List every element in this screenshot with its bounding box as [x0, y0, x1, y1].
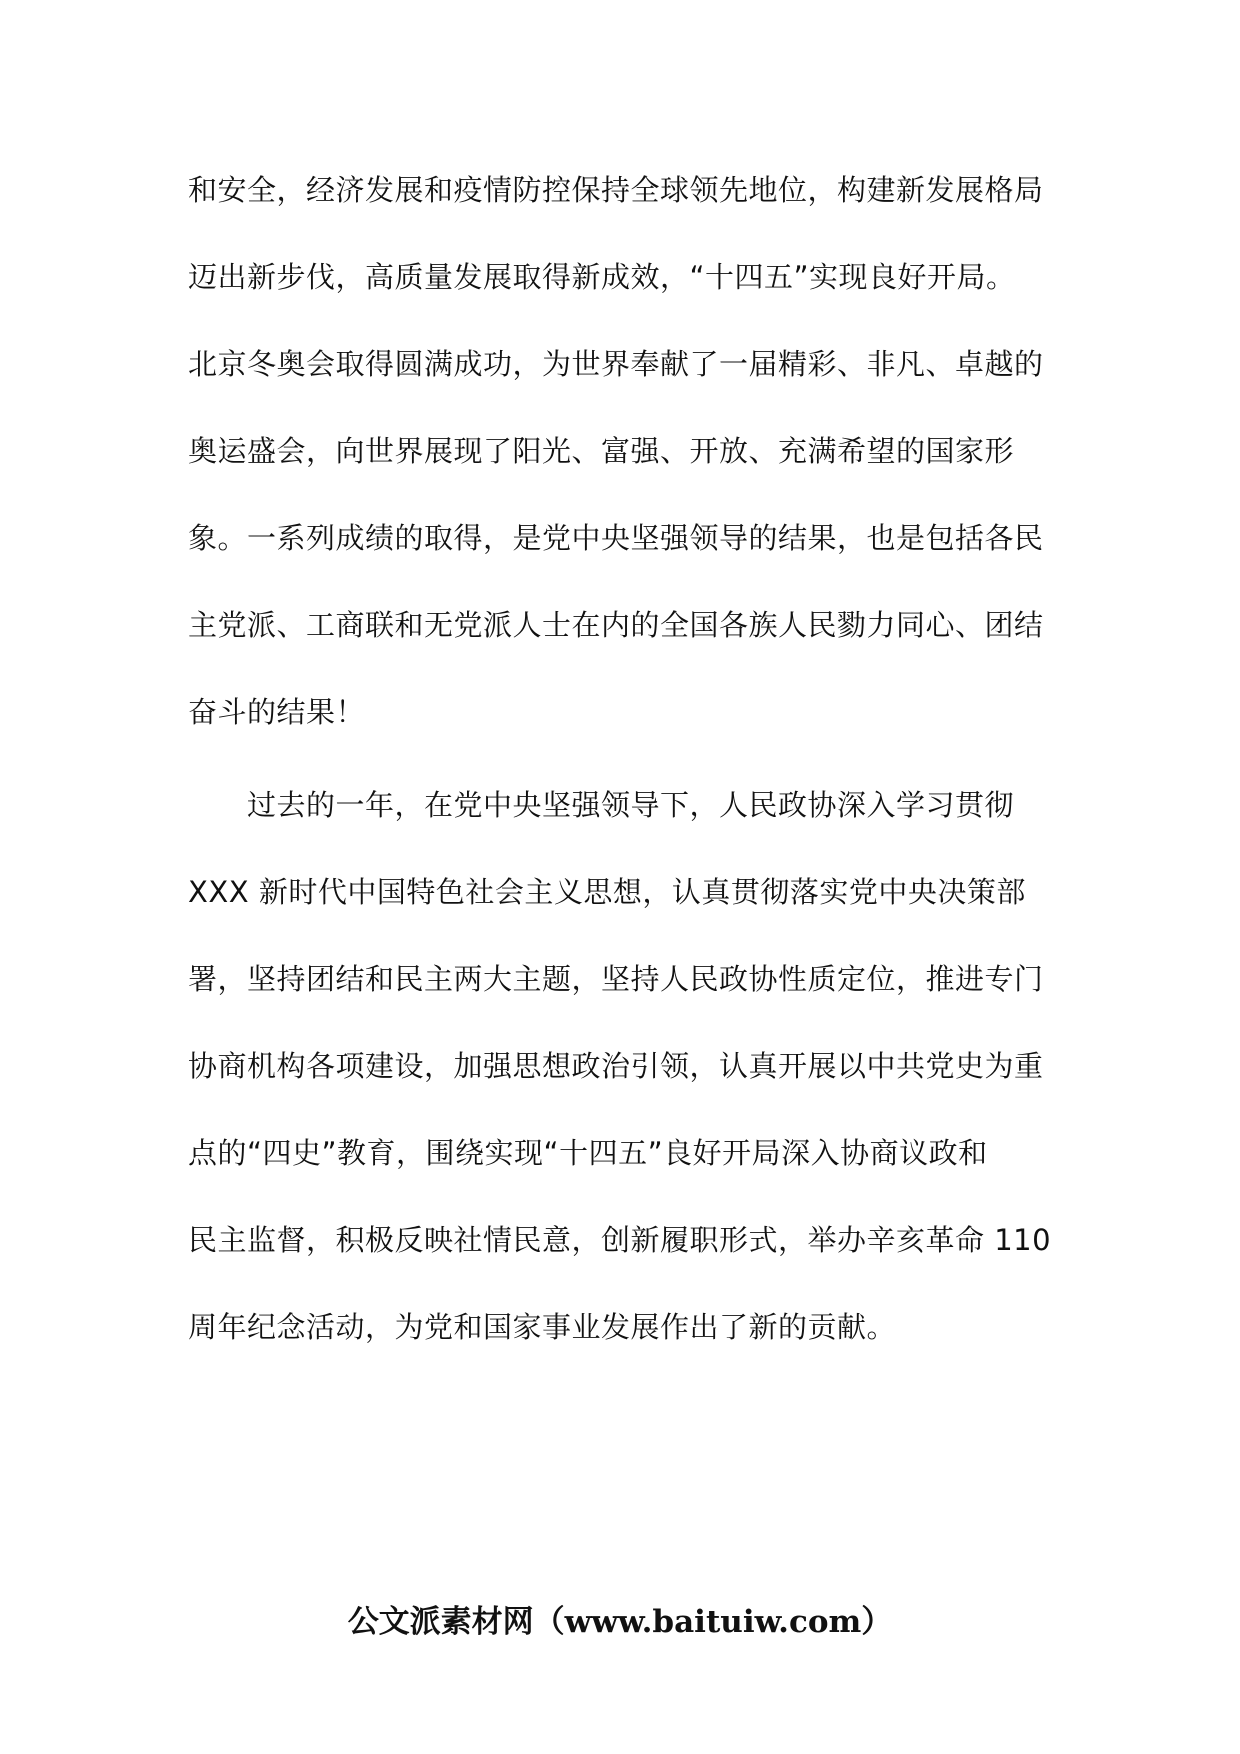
text-line: 点的“四史”教育，围绕实现“十四五”良好开局深入协商议政和 [188, 1136, 988, 1170]
text-line: 主党派、工商联和无党派人士在内的全国各族人民勠力同心、团结 [188, 608, 1044, 642]
text-line: 过去的一年，在党中央坚强领导下，人民政协深入学习贯彻 [247, 788, 1015, 822]
text-line: 民主监督，积极反映社情民意，创新履职形式，举办辛亥革命 110 [188, 1223, 1052, 1257]
text-line: 和安全，经济发展和疫情防控保持全球领先地位，构建新发展格局 [188, 173, 1044, 207]
text-line: 迈出新步伐，高质量发展取得新成效，“十四五”实现良好开局。 [188, 260, 1016, 294]
text-line: 协商机构各项建设，加强思想政治引领，认真开展以中共党史为重 [188, 1049, 1044, 1083]
text-line: 象。一系列成绩的取得，是党中央坚强领导的结果，也是包括各民 [188, 521, 1044, 555]
text-line: XXX 新时代中国特色社会主义思想，认真贯彻落实党中央决策部 [188, 875, 1026, 909]
footer-source: 公文派素材网（www.baituiw.com） [347, 1604, 893, 1640]
text-line: 署，坚持团结和民主两大主题，坚持人民政协性质定位，推进专门 [188, 962, 1044, 996]
text-line: 奥运盛会，向世界展现了阳光、富强、开放、充满希望的国家形 [188, 434, 1015, 468]
text-line: 北京冬奥会取得圆满成功，为世界奉献了一届精彩、非凡、卓越的 [188, 347, 1044, 381]
text-line: 奋斗的结果！ [188, 695, 366, 729]
text-line: 周年纪念活动，为党和国家事业发展作出了新的贡献。 [188, 1310, 897, 1344]
